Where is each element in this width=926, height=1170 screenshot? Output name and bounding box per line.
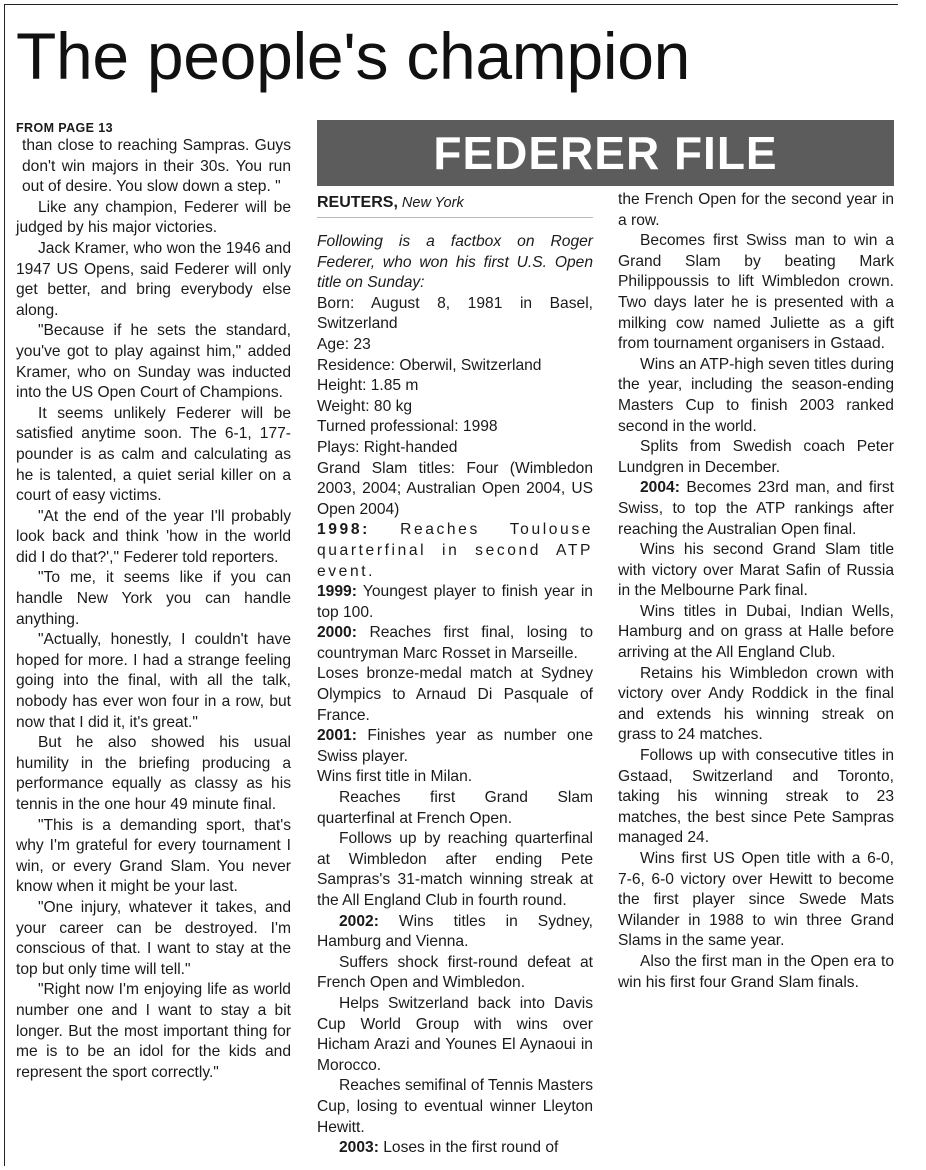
byline-city: New York [401, 195, 464, 211]
fact-line: Reaches first Grand Slam quarterfinal at French Open. [317, 789, 593, 827]
year-text: Becomes 23rd man, and first Swiss, to top the ATP rankings after reaching the Australian Open final. [618, 479, 894, 538]
fact-line: Loses bronze-medal match at Sydney Olympics to Arnaud Di Pasquale of France. [317, 665, 593, 724]
year-entry [317, 520, 593, 582]
year-label: 2002: [339, 912, 379, 930]
factbox-title: FEDERER FILE [317, 120, 894, 186]
factbox-column [317, 232, 593, 1159]
fact-line: Helps Switzerland back into Davis Cup World Group with wins over Hicham Arazi and Younes El Aynaoui in Morocco. [317, 994, 593, 1074]
story-paragraph: Like any champion, Federer will be judged by his major victories. [16, 198, 291, 237]
year-text: Finishes year as number one Swiss player. [317, 727, 593, 765]
story-paragraph: "One injury, whatever it takes, and your career can be destroyed. I'm conscious of that. I want to stay at the top but only time will tell." [16, 898, 291, 978]
year-entry [618, 478, 894, 540]
fact-line: Age: 23 [317, 335, 371, 353]
fact-line: Born: August 8, 1981 in Basel, Switzerland [317, 294, 593, 333]
fact-line: Wins first US Open title with a 6-0, 7-6, 6-0 victory over Hewitt to become the first player since Swede Mats Wilander in 1988 to win three Grand Slams in the same year. [618, 850, 894, 950]
byline [317, 192, 593, 214]
year-entry [317, 912, 593, 953]
fact-line: Height: 1.85 m [317, 377, 419, 395]
fact-line: the French Open for the second year in a row. [618, 191, 894, 229]
fact-line: Wins an ATP-high seven titles during the year, including the season-ending Masters Cup to finish 2003 ranked second in the world. [618, 355, 894, 435]
story-column [16, 120, 291, 1083]
fact-line: Suffers shock first-round defeat at French Open and Wimbledon. [317, 953, 593, 992]
year-label: 2004: [640, 479, 680, 497]
fact-line: Follows up by reaching quarterfinal at Wimbledon after ending Pete Sampras's 31-match winning streak at the All England Club in fourth round. [317, 830, 593, 909]
fact-line: Reaches semifinal of Tennis Masters Cup, losing to eventual winner Lleyton Hewitt. [317, 1077, 593, 1136]
year-label: 2000: [317, 624, 357, 642]
factbox-intro: Following is a factbox on Roger Federer, who won his first U.S. Open title on Sunday: [317, 233, 593, 292]
year-entry [317, 582, 593, 623]
factbox-column-continued [618, 190, 894, 993]
fact-line: Wins first title in Milan. [317, 768, 473, 786]
year-entry [317, 726, 593, 767]
story-paragraph: "Because if he sets the standard, you've got to play against him," added Kramer, who on Sunday was inducted into the US Open Court of Champions. [16, 322, 291, 402]
story-paragraph: It seems unlikely Federer will be satisfied anytime soon. The 6-1, 177-pounder is as calm and calculating as he is talented, a quiet serial killer on a court of easy victims. [16, 404, 291, 505]
fact-line: Residence: Oberwil, Switzerland [317, 356, 542, 374]
story-paragraph: "This is a demanding sport, that's why I'm grateful for every tournament I win, or every Grand Slam. You never know when it might be your last. [16, 816, 291, 896]
fact-line: Grand Slam titles: Four (Wimbledon 2003, 2004; Australian Open 2004, US Open 2004) [317, 459, 593, 518]
story-paragraph: "Actually, honestly, I couldn't have hoped for more. I had a strange feeling going into the final, with all the talk, nobody has ever won four in a row, but now that I did it, it's great." [16, 631, 291, 731]
byline-agency: REUTERS, [317, 194, 398, 211]
year-label: 2001: [317, 727, 357, 745]
fact-line: Turned professional: 1998 [317, 418, 498, 436]
year-text: Reaches first final, losing to countryman Marc Rosset in Marseille. [317, 624, 593, 662]
year-text: Reaches Toulouse quarterfinal in second ATP event. [317, 521, 593, 580]
year-label: 2003: [339, 1139, 379, 1157]
byline-divider [317, 217, 593, 218]
story-paragraph: "Right now I'm enjoying life as world number one and I want to stay a bit longer. But the most important thing for me is to be an idol for the kids and represent the sport correctly." [16, 981, 291, 1081]
year-label: 1998: [317, 521, 370, 539]
fact-line: Splits from Swedish coach Peter Lundgren in December. [618, 438, 894, 476]
story-paragraph: "To me, it seems like if you can handle New York you can handle anything. [16, 569, 291, 628]
story-paragraph: than close to reaching Sampras. Guys don't win majors in their 30s. You run out of desire. You slow down a step. " [22, 137, 291, 196]
jump-line: FROM PAGE 13 [16, 121, 113, 135]
fact-line: Weight: 80 kg [317, 397, 413, 415]
fact-line: Also the first man in the Open era to win his first four Grand Slam finals. [618, 952, 894, 991]
story-paragraph: "At the end of the year I'll probably look back and think 'how in the world did I do that?'," Federer told reporters. [16, 507, 291, 566]
story-paragraph: But he also showed his usual humility in the briefing producing a performance equally as classy as his tennis in the one hour 49 minute final. [16, 734, 291, 813]
year-entry [317, 623, 593, 664]
story-paragraph: Jack Kramer, who won the 1946 and 1947 US Opens, said Federer will only get better, and bring everybody else along. [16, 239, 291, 319]
year-text: Wins titles in Sydney, Hamburg and Vienna. [317, 912, 593, 951]
headline: The people's champion [16, 19, 691, 93]
year-entry [317, 1138, 593, 1159]
fact-line: Wins his second Grand Slam title with victory over Marat Safin of Russia in the Melbourne Park final. [618, 541, 894, 600]
fact-line: Wins titles in Dubai, Indian Wells, Hamburg and on grass at Halle before arriving at the All England Club. [618, 602, 894, 662]
fact-line: Follows up with consecutive titles in Gstaad, Switzerland and Toronto, taking his winning streak to 23 matches, the best since Pete Sampras managed 24. [618, 747, 894, 847]
fact-line: Becomes first Swiss man to win a Grand Slam by beating Mark Philippoussis to lift Wimbledon crown. Two days later he is presented with a milking cow named Juliette as a gift from tournament organisers in Gstaad. [618, 232, 894, 353]
year-text: Youngest player to finish year in top 100. [317, 583, 593, 621]
fact-line: Retains his Wimbledon crown with victory over Andy Roddick in the final and extends his winning streak on grass to 24 matches. [618, 664, 894, 744]
year-label: 1999: [317, 583, 357, 601]
year-text: Loses in the first round of [383, 1139, 559, 1157]
fact-line: Plays: Right-handed [317, 438, 458, 456]
